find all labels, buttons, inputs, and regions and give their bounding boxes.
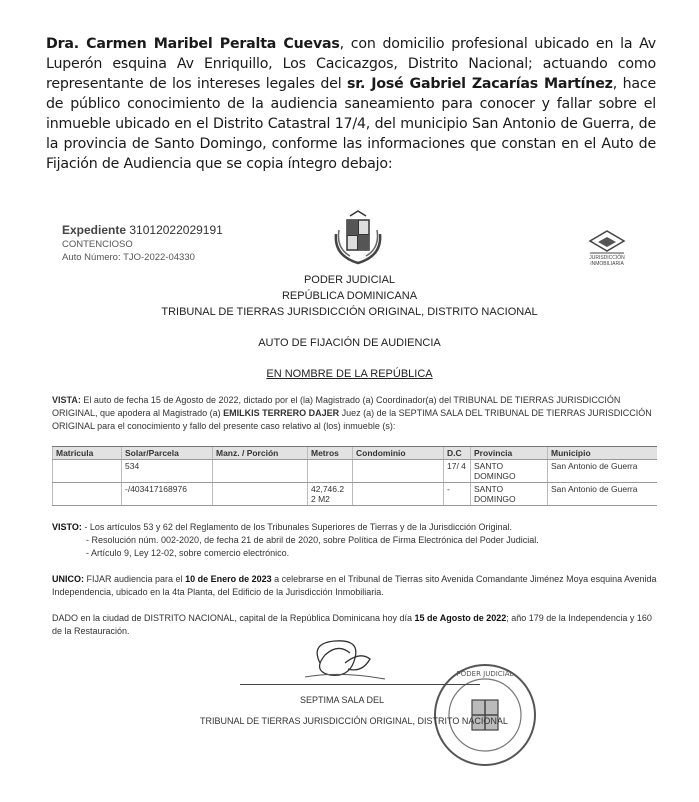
vista-label: VISTA: — [52, 395, 81, 405]
visto-text-1: - Los artículos 53 y 62 del Reglamento de los Tribunales Superiores de Tierras y de la Jurisdicción Original. — [81, 522, 513, 532]
republica-heading: REPÚBLICA DOMINICANA — [281, 290, 418, 302]
table-cell: 42,746.2 2 M2 — [308, 483, 353, 506]
table-cell — [213, 483, 308, 506]
tribunal-heading: TRIBUNAL DE TIERRAS JURISDICCIÓN ORIGINAL, DISTRITO NACIONAL — [161, 306, 538, 318]
vista-text-1: El auto de fecha 15 de Agosto de 2022, dictado por el (la) Magistrado (a) Coordinador(a) del TRIBUNAL DE TIERRAS JURISDICCIÓN ORIGINAL, que apodera al Magistrado (a) — [52, 395, 621, 418]
hearing-date: 10 de Enero de 2023 — [185, 574, 272, 584]
unico-label: UNICO: — [52, 574, 84, 584]
col-header: Manz. / Porción — [213, 447, 308, 460]
tribunal-footer: TRIBUNAL DE TIERRAS JURISDICCIÓN ORIGINAL, DISTRITO NACIONAL — [200, 716, 508, 726]
table-cell: San Antonio de Guerra — [548, 460, 658, 483]
visto-label: VISTO: — [52, 522, 82, 532]
table-row — [53, 460, 658, 483]
col-header: Matricula — [53, 447, 122, 460]
table-cell — [308, 460, 353, 483]
table-cell: 17/ 4 — [444, 460, 471, 483]
col-header: D.C — [444, 447, 471, 460]
table-cell — [353, 483, 444, 506]
dado-date: 15 de Agosto de 2022 — [414, 613, 507, 623]
auto-number: Auto Número: TJO-2022-04330 — [62, 252, 195, 263]
col-header: Municipio — [548, 447, 658, 460]
col-header: Metros — [308, 447, 353, 460]
table-cell: 534 — [122, 460, 213, 483]
intro-text-2: , hace de público conocimiento de la audiencia saneamiento para conocer y fallar sobre el inmueble ubicado en el Distrito Catastral 17/4, del municipio San Antonio de Guerra, de la provincia de Santo Domingo, conforme las informaciones que constan en el Auto de Fijación de Audiencia que se copia íntegro debajo: — [46, 76, 656, 172]
table-header-row — [53, 447, 658, 460]
visto-line-3: - Artículo 9, Ley 12-02, sobre comercio electrónico. — [86, 548, 290, 558]
sala-label: SEPTIMA SALA DEL — [300, 695, 385, 705]
coat-of-arms-icon — [330, 208, 386, 266]
table-cell: SANTO DOMINGO — [471, 483, 548, 506]
intro-text-1: , con domicilio profesional ubicado en la Av Luperón esquina Av Enriquillo, Los Cacicazgos, Distrito Nacional; actuando como representante de los intereses legales del — [46, 36, 656, 92]
col-header: Condominio — [353, 447, 444, 460]
court-seal-icon — [430, 660, 540, 770]
signature-line — [240, 684, 480, 685]
visto-line-1 — [52, 521, 657, 534]
judge-name: EMILKIS TERRERO DAJER — [223, 408, 340, 418]
unico-text-2: a celebrarse en el Tribunal de Tierras sito Avenida Comandante Jiménez Moya esquina Avenida Independencia, ubicado en la 4ta Planta, del Edificio de la Jurisdicción Inmobiliaria. — [52, 574, 657, 597]
property-table — [52, 446, 657, 506]
intro-paragraph — [46, 34, 656, 174]
unico-paragraph — [52, 573, 657, 599]
client-name: sr. José Gabriel Zacarías Martínez — [347, 76, 613, 92]
jurisdiccion-logo-text: JURISDICCIÓN INMOBILIARIA — [589, 255, 625, 267]
vista-paragraph — [52, 394, 652, 433]
col-header: Provincia — [471, 447, 548, 460]
table-cell — [53, 460, 122, 483]
col-header: Solar/Parcela — [122, 447, 213, 460]
expediente-label: Expediente — [62, 223, 127, 237]
nombre-republica: EN NOMBRE DE LA REPÚBLICA — [266, 368, 433, 380]
seal-text: PODER JUDICIAL — [456, 670, 514, 678]
signature-icon — [300, 633, 390, 685]
table-cell — [213, 460, 308, 483]
table-cell — [353, 460, 444, 483]
visto-line-2: - Resolución núm. 002-2020, de fecha 21 de abril de 2020, sobre Política de Firma Electrónica del Poder Judicial. — [86, 535, 539, 545]
auto-title: AUTO DE FIJACIÓN DE AUDIENCIA — [258, 337, 441, 349]
table-cell: -/403417168976 — [122, 483, 213, 506]
expediente — [62, 223, 223, 237]
unico-text-1: FIJAR audiencia para el — [84, 574, 186, 584]
lawyer-name: Dra. Carmen Maribel Peralta Cuevas — [46, 36, 340, 52]
dado-text-2: ; año 179 de la Independencia y 160 de la Restauración. — [52, 613, 652, 636]
table-cell — [53, 483, 122, 506]
dado-text-1: DADO en la ciudad de DISTRITO NACIONAL, capital de la República Dominicana hoy día — [52, 613, 415, 623]
table-row — [53, 483, 658, 506]
table-cell: San Antonio de Guerra — [548, 483, 658, 506]
table-cell: SANTO DOMINGO — [471, 460, 548, 483]
visto-section — [52, 521, 657, 560]
contencioso-label: CONTENCIOSO — [62, 239, 133, 250]
poder-judicial-heading: PODER JUDICIAL — [303, 274, 396, 286]
table-cell: - — [444, 483, 471, 506]
expediente-number: 31012022029191 — [129, 223, 223, 237]
vista-text-2: Juez (a) de la SEPTIMA SALA DEL TRIBUNAL DE TIERRAS JURISDICCIÓN ORIGINAL para el conocimiento y fallo del presente caso relativo al (los) inmueble (s): — [52, 408, 652, 431]
